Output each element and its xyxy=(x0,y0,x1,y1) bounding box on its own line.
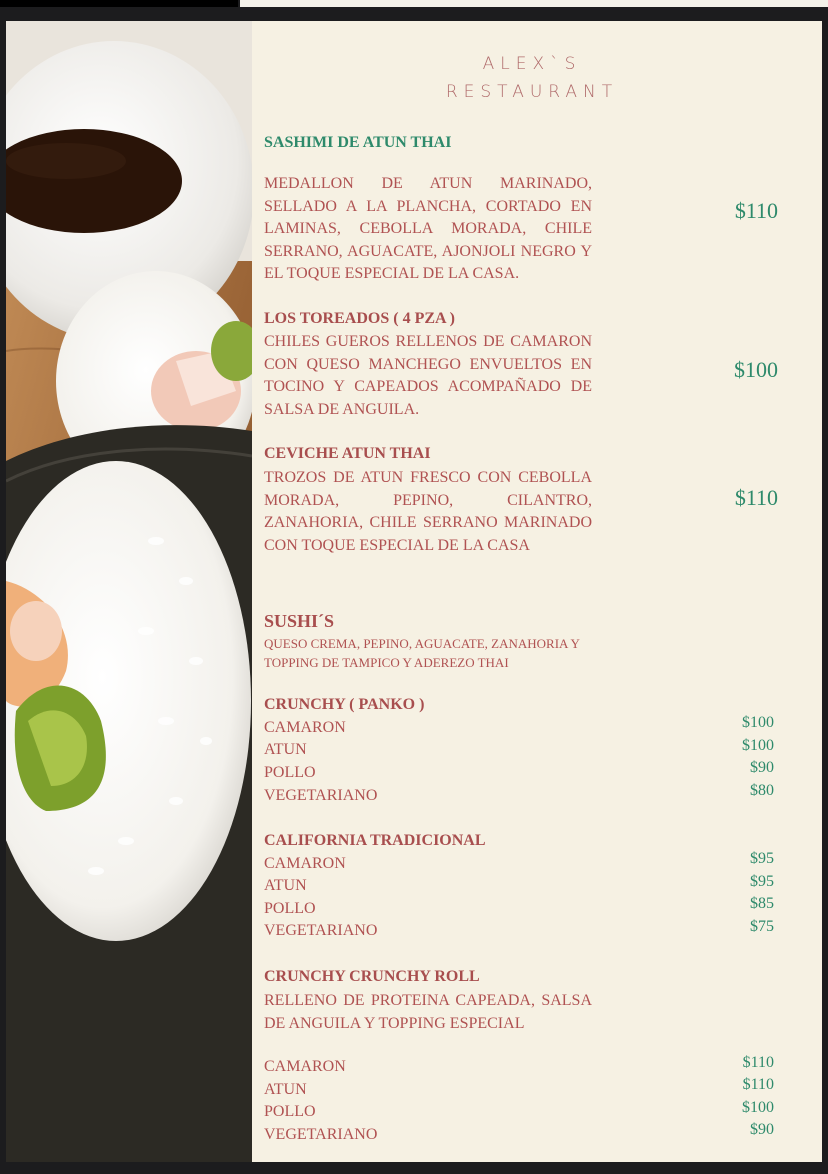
section-description-sushis: QUESO CREMA, PEPINO, AGUACATE, ZANAHORIA Y TOPPING DE TAMPICO Y ADEREZO THAI xyxy=(264,636,580,670)
dish-description-ceviche: TROZOS DE ATUN FRESCO CON CEBOLLA MORADA, PEPINO, CILANTRO, ZANAHORIA, CHILE SERRANO MARINADO CON TOQUE ESPECIAL DE LA CASA xyxy=(264,469,592,554)
group-name-crunchy-roll: CRUNCHY CRUNCHY ROLL xyxy=(264,968,480,985)
restaurant-name-line2: RESTAURANT xyxy=(445,82,619,102)
menu-page xyxy=(6,21,822,1162)
dish-name-toreados: LOS TOREADOS ( 4 PZA ) xyxy=(264,310,456,327)
item-label: CAMARON xyxy=(264,719,346,736)
dish-name-ceviche: CEVICHE ATUN THAI xyxy=(264,445,431,462)
item-price: $95 xyxy=(750,850,774,867)
item-label: CAMARON xyxy=(264,1058,346,1075)
item-label: POLLO xyxy=(264,900,316,917)
bottom-frame xyxy=(0,1162,828,1174)
top-bar-right xyxy=(240,0,828,7)
dish-price-ceviche: $110 xyxy=(734,485,778,510)
dish-description-sashimi: MEDALLON DE ATUN MARINADO, SELLADO A LA PLANCHA, CORTADO EN LAMINAS, CEBOLLA MORADA, CHILE SERRANO, AGUACATE, AJONJOLI NEGRO Y EL TOQUE ESPECIAL DE LA CASA. xyxy=(264,175,592,283)
item-label: VEGETARIANO xyxy=(264,1126,378,1143)
item-price: $75 xyxy=(750,918,774,935)
item-label: ATUN xyxy=(264,1081,307,1098)
item-price: $95 xyxy=(750,873,774,890)
group-name-crunchy: CRUNCHY ( PANKO ) xyxy=(264,696,425,713)
item-label: POLLO xyxy=(264,1103,316,1120)
item-price: $100 xyxy=(742,714,774,731)
menu-content xyxy=(6,21,822,1162)
item-price: $100 xyxy=(742,1099,774,1116)
item-label: ATUN xyxy=(264,877,307,894)
item-price: $85 xyxy=(750,895,774,912)
top-frame xyxy=(0,7,828,21)
item-price: $80 xyxy=(750,782,774,799)
dish-price-sashimi: $110 xyxy=(734,198,778,223)
section-heading-sushis: SUSHI´S xyxy=(264,611,335,631)
item-price: $100 xyxy=(742,737,774,754)
item-price: $90 xyxy=(750,1121,774,1138)
dish-name-sashimi: SASHIMI DE ATUN THAI xyxy=(264,134,452,151)
dish-description-toreados: CHILES GUEROS RELLENOS DE CAMARON CON QUESO MANCHEGO ENVUELTOS EN TOCINO Y CAPEADOS ACOMPAÑADO DE SALSA DE ANGUILA. xyxy=(264,333,592,418)
group-name-california: CALIFORNIA TRADICIONAL xyxy=(264,832,486,849)
item-price: $110 xyxy=(742,1076,774,1093)
item-price: $110 xyxy=(742,1054,774,1071)
item-label: ATUN xyxy=(264,741,307,758)
item-label: CAMARON xyxy=(264,855,346,872)
group-description-crunchy-roll: RELLENO DE PROTEINA CAPEADA, SALSA DE ANGUILA Y TOPPING ESPECIAL xyxy=(264,992,592,1032)
restaurant-name-line1: ALEX`S xyxy=(482,54,582,74)
item-label: VEGETARIANO xyxy=(264,787,378,804)
dish-price-toreados: $100 xyxy=(734,357,778,382)
item-price: $90 xyxy=(750,759,774,776)
item-label: VEGETARIANO xyxy=(264,922,378,939)
top-bar-left xyxy=(0,0,238,7)
item-label: POLLO xyxy=(264,764,316,781)
